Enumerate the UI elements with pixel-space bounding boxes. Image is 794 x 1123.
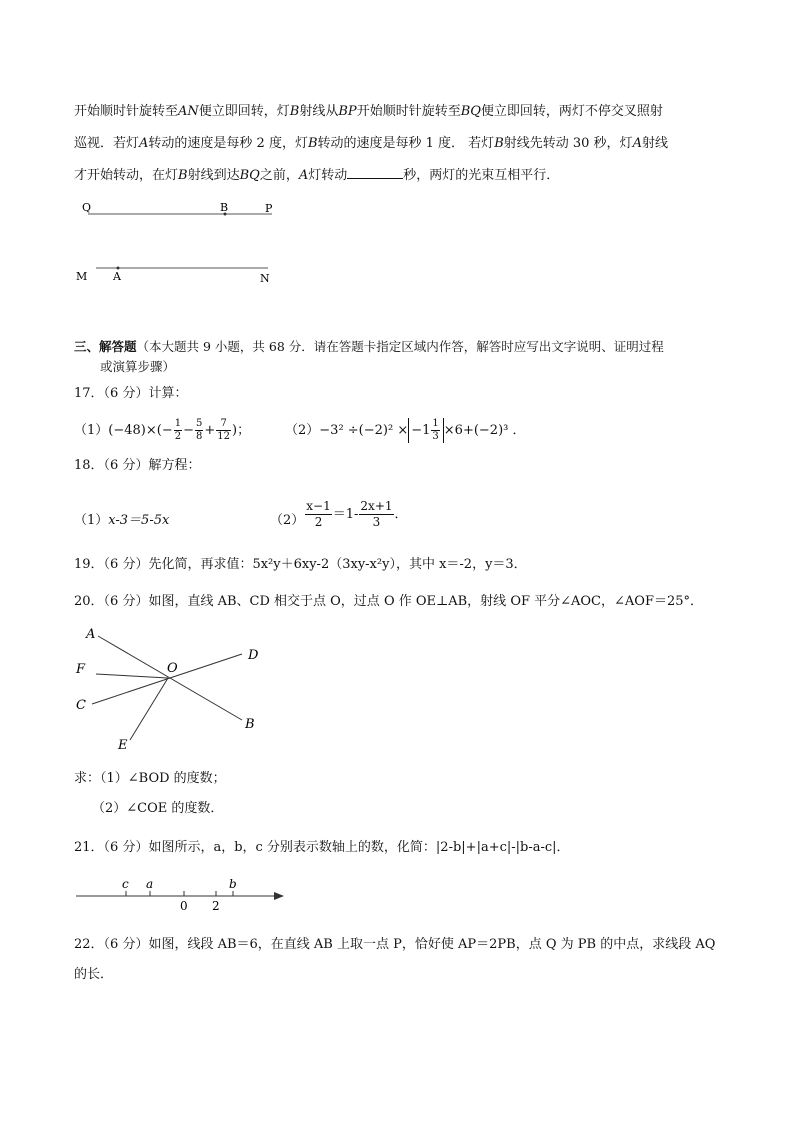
q17-part1: （1）(−48)×(− $\frac{1}{2}$ − $\frac{5}{8}$ + $\frac{7}{12}$ )； — [74, 418, 251, 442]
fraction-x-1-over-2: $\frac{x-1}{2}$ — [306, 499, 331, 529]
answer-blank[interactable] — [347, 166, 403, 179]
label-a: A — [113, 270, 121, 283]
q22-line-1: 22．（6 分）如图，线段 AB＝6，在直线 AB 上取一点 P，恰好使 AP＝2PB，点 Q 为 PB 的中点，求线段 AQ — [74, 937, 716, 952]
lights-figure — [70, 195, 290, 290]
label-c: c — [122, 877, 129, 891]
ray-oe — [130, 678, 168, 740]
intro-line-2: 巡视．若灯A转动的速度是每秒 2 度，灯B转动的速度是每秒 1 度． 若灯B射线先转动 30 秒，灯A射线 — [74, 136, 668, 151]
q21-heading: 21．（6 分）如图所示，a，b，c 分别表示数轴上的数，化简：|2-b|+|a+c|-|b-a-c|． — [74, 840, 570, 855]
label-b: B — [220, 201, 229, 214]
q17-heading: 17．（6 分）计算： — [74, 386, 188, 401]
label-b: B — [245, 717, 255, 732]
q20-heading: 20．（6 分）如图，直线 AB、CD 相交于点 O，过点 O 作 OE⊥AB，射线 OF 平分∠AOC，∠AOF＝25°． — [74, 594, 704, 609]
fraction-5-8: $\frac{5}{8}$ — [196, 418, 203, 442]
number-line-figure — [70, 872, 290, 914]
section-3-heading: 三、解答题（本大题共 9 小题，共 68 分．请在答题卡指定区域内作答，解答时应写出文字说明、证明过程 — [74, 339, 664, 354]
fraction-1-3: $\frac{1}{3}$ — [432, 418, 439, 442]
q19-text: 19．（6 分）先化简，再求值：5x²y＋6xy-2（3xy-x²y），其中 x＝-2，y＝3． — [74, 557, 527, 572]
label-q: Q — [82, 201, 92, 214]
q20-ask-1: 求：（1）∠BOD 的度数； — [74, 771, 226, 786]
q22-line-2: 的长． — [74, 967, 114, 982]
fraction-1-2: $\frac{1}{2}$ — [174, 418, 182, 442]
q20-ask-2: （2）∠COE 的度数． — [92, 801, 224, 816]
label-p: P — [265, 202, 273, 215]
fraction-7-12: $\frac{7}{12}$ — [217, 418, 231, 442]
label-c: C — [76, 698, 86, 713]
intro-line-1: 开始顺时针旋转至AN便立即回转，灯B射线从BP开始顺时针旋转至BQ便立即回转，两灯不停交叉照射 — [74, 104, 663, 119]
angle-figure — [70, 622, 280, 757]
fraction-2x-1-over-3: $\frac{2x+1}{3}$ — [360, 499, 393, 529]
label-e: E — [118, 738, 128, 753]
label-n: N — [260, 272, 270, 285]
ray-of — [96, 674, 168, 678]
label-o: O — [167, 661, 178, 676]
q17-part2: （2）−3² ÷(−2)² × −1 $\frac{1}{3}$ ×6+(−2)³ ． — [285, 418, 526, 442]
q18-heading: 18．（6 分）解方程： — [74, 458, 201, 473]
label-a: a — [146, 877, 154, 891]
label-m: M — [76, 270, 88, 283]
section-3-note: 或演算步骤） — [100, 359, 176, 374]
q18-part2: （2） $\frac{x-1}{2}$ ＝1- $\frac{2x+1}{3}$ ． — [270, 499, 408, 529]
label-two: 2 — [212, 899, 220, 913]
intro-line-3: 才开始转动，在灯B射线到达BQ之前，A灯转动 秒，两灯的光束互相平行． — [74, 168, 560, 183]
label-f: F — [76, 662, 86, 677]
label-zero: 0 — [180, 899, 188, 913]
q18-part1: （1）x-3＝5-5x — [74, 513, 170, 528]
label-d: D — [248, 648, 259, 663]
label-b: b — [229, 877, 237, 891]
arrow-head-icon — [274, 892, 284, 900]
absolute-value: −1 $\frac{1}{3}$ — [408, 418, 444, 443]
label-a: A — [86, 627, 96, 642]
